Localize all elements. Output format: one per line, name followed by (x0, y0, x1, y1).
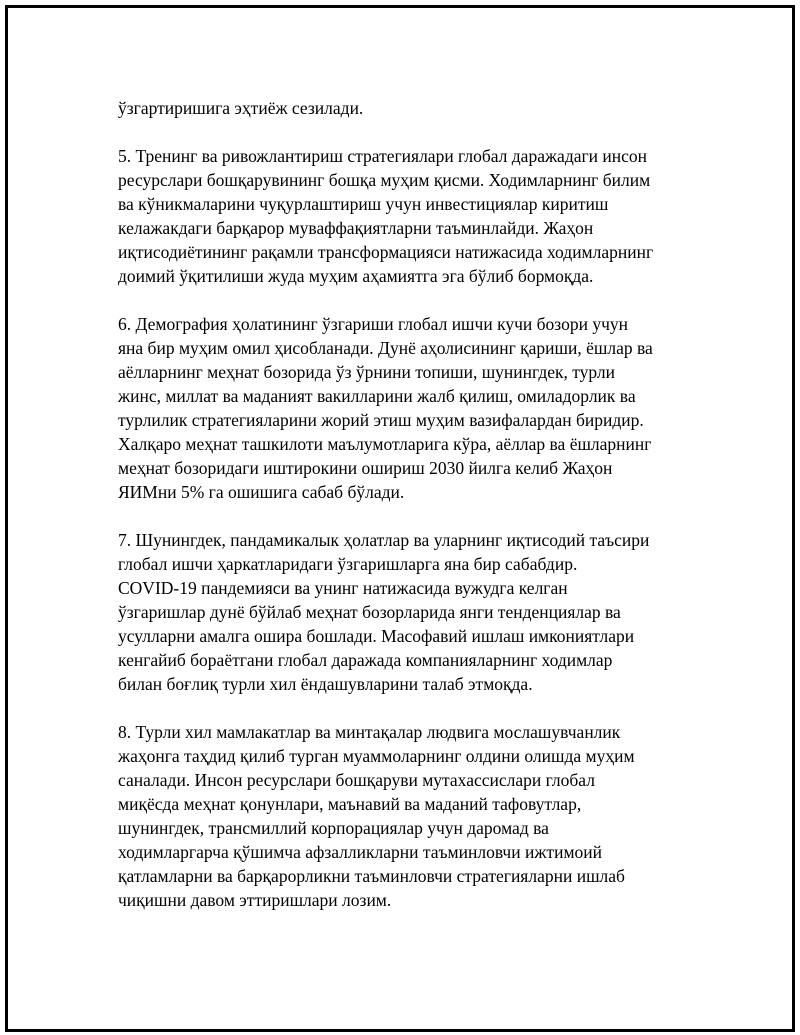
document-page (5, 5, 795, 1032)
text-line: турлилик стратегияларини жорий этиш муҳим вазифалардан биридир. (118, 410, 644, 430)
text-line: ўзгартиришига эҳтиёж сезилади. (118, 98, 364, 118)
text-line: миқёсда меҳнат қонунлари, маънавий ва маданий тафовутлар, (118, 794, 582, 814)
document-body (118, 96, 708, 936)
text-line: жаҳонга таҳдид қилиб турган муаммоларнинг олдини олишда муҳим (118, 746, 635, 766)
text-line: меҳнат бозоридаги иштирокини ошириш 2030 йилга келиб Жаҳон (118, 458, 613, 478)
paragraph (118, 96, 708, 120)
text-line: ресурслари бошқарувининг бошқа муҳим қисми. Ходимларнинг билим (118, 170, 651, 190)
text-line: COVID-19 пандемияси ва унинг натижасида вужудга келган (118, 578, 568, 598)
text-line: ЯИМни 5% га ошишига сабаб бўлади. (118, 482, 405, 502)
text-line: 8. Турли хил мамлакатлар ва минтақалар людвига мослашувчанлик (118, 722, 621, 742)
text-line: доимий ўқитилиши жуда муҳим аҳамиятга эга бўлиб бормоқда. (118, 266, 594, 286)
text-line: усулларни амалга ошира бошлади. Масофавий ишлаш имкониятлари (118, 626, 635, 646)
text-line: саналади. Инсон ресурслари бошқаруви мутахассислари глобал (118, 770, 595, 790)
paragraph (118, 144, 708, 288)
paragraph (118, 528, 708, 696)
text-line: жинс, миллат ва маданият вакилларини жалб қилиш, омиладорлик ва (118, 386, 636, 406)
text-line: кенгайиб бораётгани глобал даражада компанияларнинг ходимлар (118, 650, 613, 670)
text-line: 6. Демография ҳолатининг ўзгариши глобал ишчи кучи бозори учун (118, 314, 628, 334)
text-line: чиқишни давом эттиришлари лозим. (118, 890, 392, 910)
text-line: 5. Тренинг ва ривожлантириш стратегиялари глобал даражадаги инсон (118, 146, 648, 166)
paragraph (118, 312, 708, 504)
text-line: билан боғлиқ турли хил ёндашувларини талаб этмоқда. (118, 674, 533, 694)
text-line: аёлларнинг меҳнат бозорида ўз ўрнини топиши, шунингдек, турли (118, 362, 616, 382)
paragraph (118, 720, 708, 912)
text-line: ва кўникмаларини чуқурлаштириш учун инвестициялар киритиш (118, 194, 609, 214)
text-line: яна бир муҳим омил ҳисобланади. Дунё аҳолисининг қариши, ёшлар ва (118, 338, 653, 358)
text-line: 7. Шунингдек, пандамикалык ҳолатлар ва уларнинг иқтисодий таъсири (118, 530, 650, 550)
text-line: глобал ишчи ҳаркатларидаги ўзгаришларга яна бир сабабдир. (118, 554, 578, 574)
text-line: ходимларгарча қўшимча афзалликларни таъминловчи ижтимоий (118, 842, 602, 862)
text-line: қатламларни ва барқарорликни таъминловчи стратегияларни ишлаб (118, 866, 625, 886)
text-line: Халқаро меҳнат ташкилоти маълумотларига кўра, аёллар ва ёшларнинг (118, 434, 652, 454)
text-line: иқтисодиётининг рақамли трансформацияси натижасида ходимларнинг (118, 242, 654, 262)
text-line: ўзгаришлар дунё бўйлаб меҳнат бозорларида янги тенденциялар ва (118, 602, 621, 622)
text-line: келажакдаги барқарор муваффақиятларни таъминлайди. Жаҳон (118, 218, 594, 238)
text-line: шунингдек, трансмиллий корпорациялар учун даромад ва (118, 818, 549, 838)
